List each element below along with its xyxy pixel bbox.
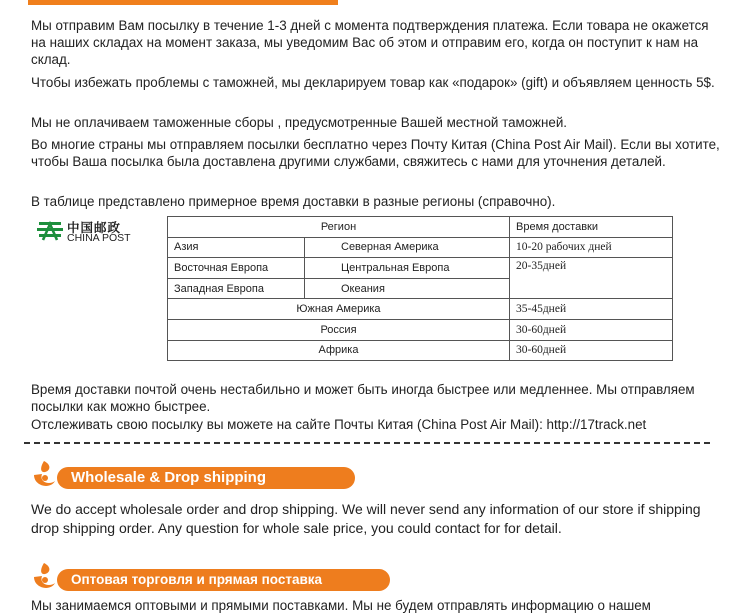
china-post-logo — [37, 218, 137, 244]
china-post-emblem-icon — [37, 218, 63, 244]
wholesale-ru-banner-label: Оптовая торговля и прямая поставка — [57, 569, 390, 591]
customs-fees-paragraph: Мы не оплачиваем таможенные сборы , предусмотренные Вашей местной таможней. — [31, 115, 568, 130]
table-row — [168, 299, 673, 320]
table-row — [168, 237, 673, 258]
region-cell: Россия — [168, 319, 510, 340]
top-orange-bar — [28, 0, 338, 5]
wholesale-banner — [30, 459, 355, 489]
logo-english-text: CHINA POST — [67, 232, 131, 244]
region-cell: Центральная Европа — [305, 258, 510, 279]
logo-chinese-text: 中国邮政 — [67, 221, 122, 235]
table-row — [168, 340, 673, 361]
shipping-time-paragraph: Мы отправим Вам посылку в течение 1-3 дней с момента подтверждения платежа. Если товара не окажется на наших складах на момент заказа, мы уведомим Вас об этом и отправим его, когда он поступит к нам на склад. — [31, 18, 709, 67]
table-row — [168, 258, 673, 279]
wholesale-paragraph: We do accept wholesale order and drop shipping. We will never send any information of our store if shipping drop shipping order. Any question for whole sale price, you could contact for for detail. — [31, 501, 701, 536]
table-row — [168, 319, 673, 340]
delivery-time-cell: 30-60дней — [510, 319, 673, 340]
delivery-time-cell: 10-20 рабочих дней — [510, 237, 673, 258]
section-divider — [24, 442, 710, 444]
wholesale-banner-label: Wholesale & Drop shipping — [57, 467, 355, 489]
wholesale-ru-banner — [30, 561, 390, 591]
delivery-note-paragraph: Время доставки почтой очень нестабильно и может быть иногда быстрее или медленнее. Мы отправляем посылки как можно быстрее. — [31, 382, 695, 414]
region-cell: Южная Америка — [168, 299, 510, 320]
free-shipping-paragraph: Во многие страны мы отправляем посылки бесплатно через Почту Китая (China Post Air Mail). Если вы хотите, чтобы Ваша посылка была доставлена другими службами, свяжитесь с нами для уточнения деталей. — [31, 137, 720, 169]
table-row — [168, 217, 673, 238]
region-cell: Восточная Европа — [168, 258, 305, 279]
wholesale-ru-paragraph: Мы занимаемся оптовыми и прямыми поставками. Мы не будем отправлять информацию о нашем — [31, 598, 651, 613]
flame-swirl-icon — [30, 459, 60, 489]
header-region: Регион — [168, 217, 510, 238]
customs-declaration-paragraph: Чтобы избежать проблемы с таможней, мы декларируем товар как «подарок» (gift) и объявляем ценность 5$. — [31, 75, 715, 90]
delivery-time-cell: 35-45дней — [510, 299, 673, 320]
delivery-time-cell: 20-35дней — [510, 258, 673, 299]
header-delivery-time: Время доставки — [510, 217, 673, 238]
region-cell: Западная Европа — [168, 278, 305, 299]
region-cell: Азия — [168, 237, 305, 258]
region-cell: Африка — [168, 340, 510, 361]
table-intro-paragraph: В таблице представлено примерное время доставки в разные регионы (справочно). — [31, 194, 556, 209]
tracking-paragraph: Отслеживать свою посылку вы можете на сайте Почты Китая (China Post Air Mail): http://17track.net — [31, 417, 647, 432]
delivery-time-table — [167, 216, 673, 361]
region-cell: Океания — [305, 278, 510, 299]
region-cell: Северная Америка — [305, 237, 510, 258]
flame-swirl-icon — [30, 561, 60, 591]
delivery-time-cell: 30-60дней — [510, 340, 673, 361]
